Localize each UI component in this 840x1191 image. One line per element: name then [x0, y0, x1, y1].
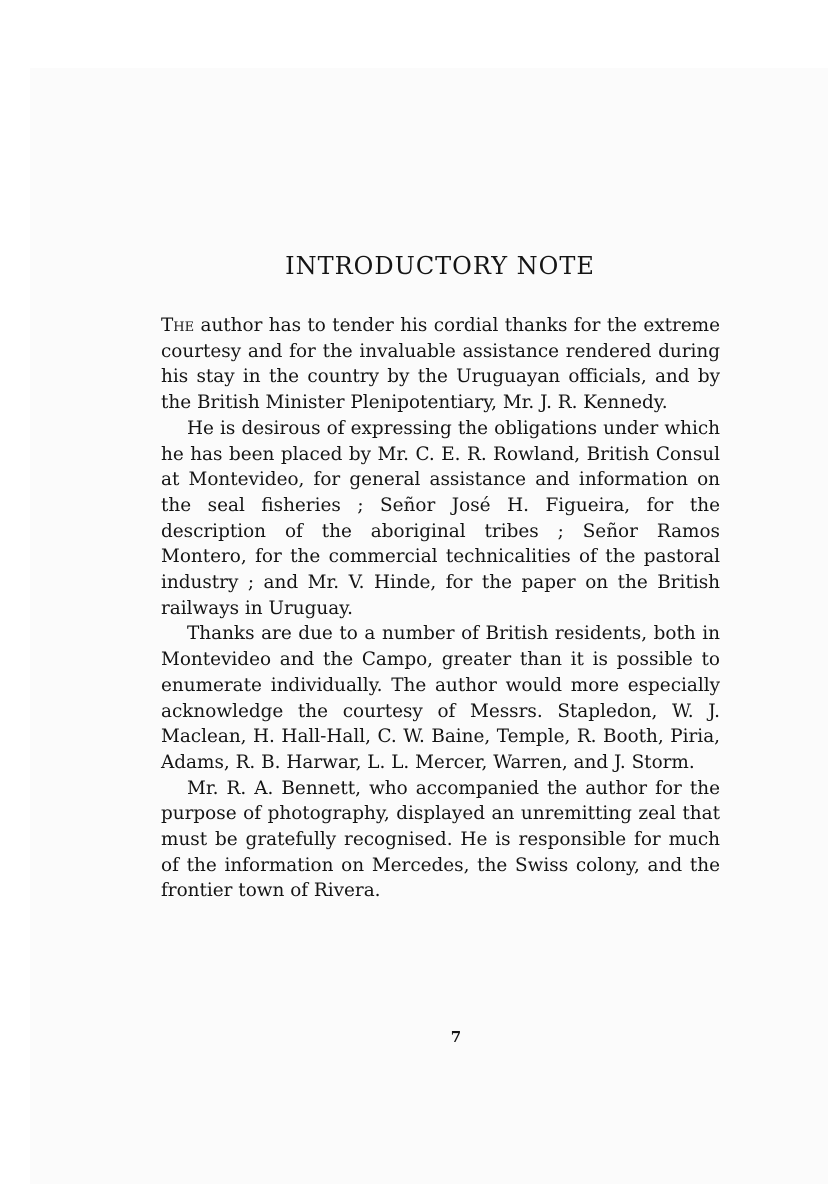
drop-word: The — [161, 315, 195, 336]
paragraph-acknowledgement-photographer: Mr. R. A. Bennett, who accompanied the author for the purpose of photography, displayed an unremitting zeal that must be gratefully recognised. He is responsible for much of the information on Mercedes, the Swiss colony, and the frontier town of Rivera. — [161, 777, 720, 902]
paragraph-acknowledgement-residents: Thanks are due to a number of British residents, both in Montevideo and the Campo, greater than it is possible to enumerate individually. The author would more especially acknowledge the courtesy of Messrs. Stapledon, W. J. Maclean, H. Hall-Hall, C. W. Baine, Temple, R. Booth, Piria, Adams, R. B. Harwar, L. L. Mercer, Warren, and J. Storm. — [161, 623, 720, 773]
body-text — [161, 313, 720, 904]
page-number: 7 — [450, 1028, 462, 1046]
paragraph-acknowledgement-officials — [161, 313, 720, 416]
paragraph-text: author has to tender his cordial thanks for the extreme courtesy and for the invaluable assistance rendered during his stay in the country by the Uruguayan officials, and by the British Minister Plenipotentiary, Mr. J. R. Kennedy. — [161, 315, 720, 414]
paragraph-acknowledgement-contributors: He is desirous of expressing the obligations under which he has been placed by Mr. C. E. R. Rowland, British Consul at Montevideo, for general assistance and information on the seal fisheries ; Señor José H. Figueira, for the description of the aboriginal tribes ; Señor Ramos Montero, for the commercial technicalities of the pastoral industry ; and Mr. V. Hinde, for the paper on the British railways in Uruguay. — [161, 417, 720, 619]
page-title: INTRODUCTORY NOTE — [285, 252, 595, 280]
